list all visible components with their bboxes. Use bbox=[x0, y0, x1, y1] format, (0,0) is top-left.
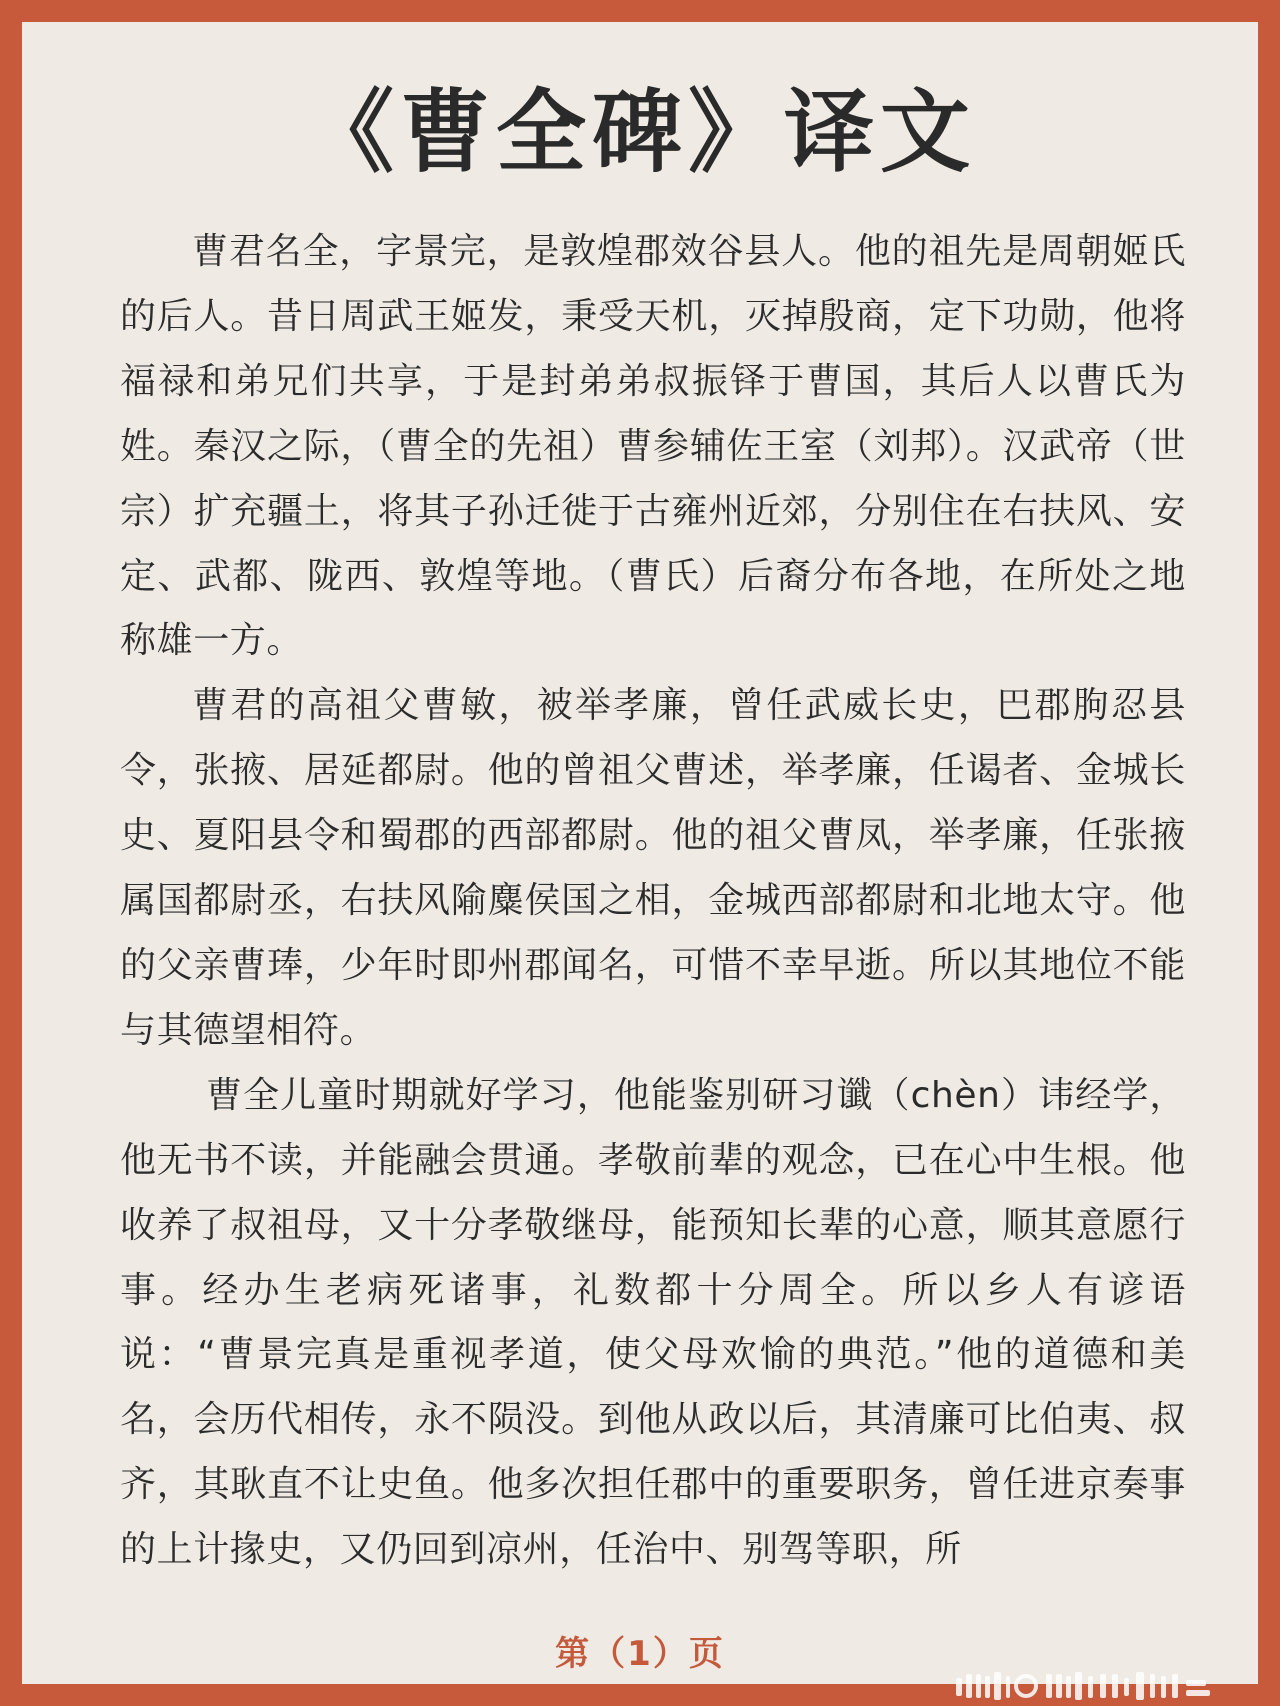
paragraph-3: 曹全儿童时期就好学习，他能鉴别研习谶（chèn）讳经学，他无书不读，并能融会贯通。孝敬前辈的观念，已在心中生根。他收养了叔祖母，又十分孝敬继母，能预知长辈的心意，顺其意愿行事。经办生老病死诸事，礼数都十分周全。所以乡人有谚语说：“曹景完真是重视孝道，使父母欢愉的典范。”他的道德和美名，会历代相传，永不陨没。到他从政以后，其清廉可比伯夷、叔齐，其耿直不让史鱼。他多次担任郡中的重要职务，曾任进京奏事的上计掾史，又仍回到凉州，任治中、别驾等职，所 bbox=[120, 1074, 1186, 1571]
document-page bbox=[22, 22, 1258, 1684]
page-number: 第（1）页 bbox=[555, 1634, 725, 1674]
paragraph-2: 曹君的高祖父曹敏，被举孝廉，曾任武威长史，巴郡朐忍县令，张掖、居延都尉。他的曾祖父曹述，举孝廉，任谒者、金城长史、夏阳县令和蜀郡的西部都尉。他的祖父曹凤，举孝廉，任张掖属国都尉丞，右扶风隃麋侯国之相，金城西部都尉和北地太守。他的父亲曹琫，少年时即州郡闻名，可惜不幸早逝。所以其地位不能与其德望相符。 bbox=[120, 685, 1186, 1051]
document-body bbox=[120, 220, 1186, 1583]
document-title: 《曹全碑》译文 bbox=[304, 80, 976, 185]
paragraph-1: 曹君名全，字景完，是敦煌郡效谷县人。他的祖先是周朝姬氏的后人。昔日周武王姬发，秉受天机，灭掉殷商，定下功勋，他将福禄和弟兄们共享，于是封弟弟叔振铎于曹国，其后人以曹氏为姓。秦汉之际，（曹全的先祖）曹参辅佐王室（刘邦）。汉武帝（世宗）扩充疆土，将其子孙迁徙于古雍州近郊，分别住在右扶风、安定、武都、陇西、敦煌等地。（曹氏）后裔分布各地，在所处之地称雄一方。 bbox=[120, 231, 1186, 662]
watermark-icon bbox=[954, 1668, 1244, 1704]
